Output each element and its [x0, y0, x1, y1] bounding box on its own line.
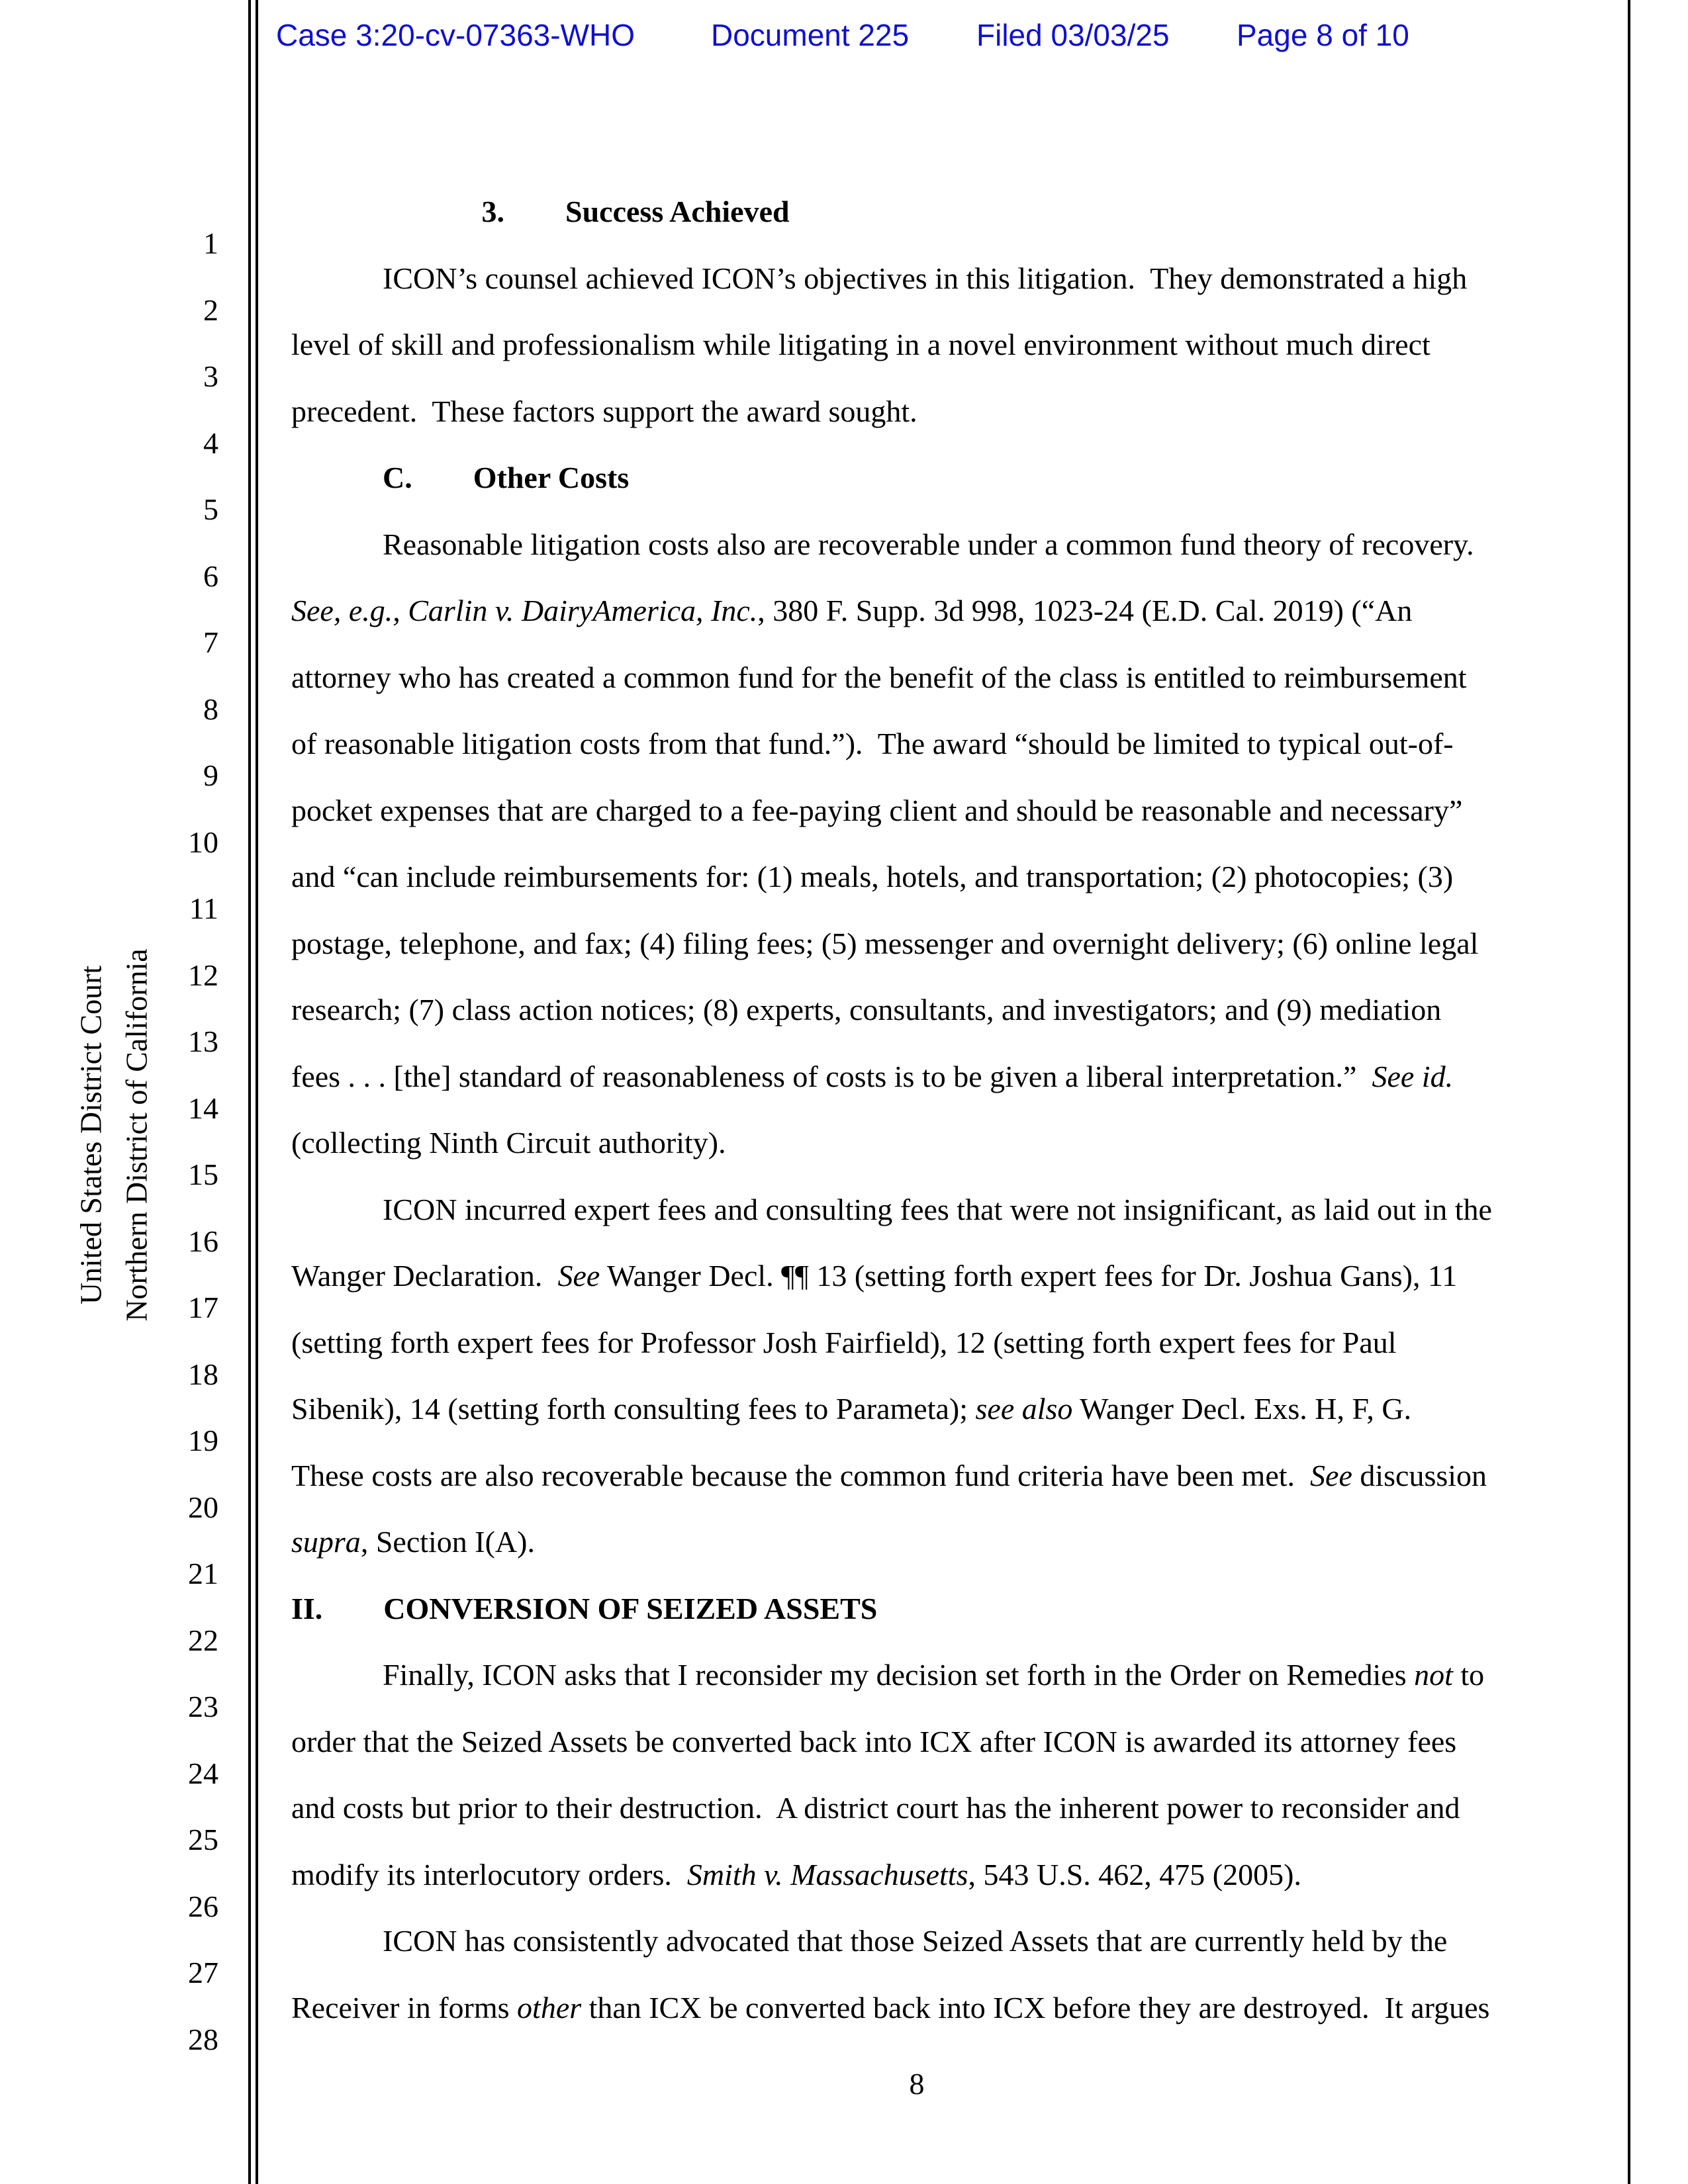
- body-line: [291, 1523, 535, 1561]
- case-number-stamp: Case 3:20-cv-07363-WHO: [276, 18, 635, 52]
- body-text-segment: Wanger Decl. ¶¶ 13 (setting forth expert fees for Dr. Joshua Gans), 11: [600, 1259, 1458, 1293]
- line-number: 22: [188, 1623, 218, 1657]
- body-text-segment: order that the Seized Assets be converted back into ICX after ICON is awarded its attorney fees: [291, 1725, 1457, 1758]
- body-line: [291, 459, 629, 497]
- line-number: 9: [203, 758, 218, 792]
- body-line: [291, 259, 1467, 298]
- line-number: 20: [188, 1490, 218, 1524]
- right-margin-rule: [1628, 0, 1630, 2184]
- body-line: [291, 1656, 1484, 1694]
- body-text-segment: supra: [291, 1525, 361, 1559]
- body-text-segment: and costs but prior to their destruction. A district court has the inherent power to reconsider and: [291, 1791, 1460, 1825]
- body-line: [291, 1324, 1397, 1362]
- line-number: 8: [203, 692, 218, 726]
- body-text-segment: Finally, ICON asks that I reconsider my decision set forth in the Order on Remedies: [291, 1658, 1415, 1692]
- body-line: [291, 326, 1430, 364]
- line-number: 23: [188, 1690, 218, 1723]
- body-text-segment: modify its interlocutory orders.: [291, 1858, 687, 1891]
- body-line: [291, 991, 1441, 1029]
- body-line: [291, 1789, 1460, 1827]
- body-text-segment: (collecting Ninth Circuit authority).: [291, 1126, 726, 1160]
- body-text-segment: to: [1452, 1658, 1485, 1692]
- body-line: [291, 1856, 1301, 1894]
- body-line: [291, 659, 1467, 697]
- body-text-segment: II. CONVERSION OF SEIZED ASSETS: [291, 1592, 878, 1625]
- body-text-segment: level of skill and professionalism while litigating in a novel environment without much direct: [291, 328, 1430, 361]
- filed-date-stamp: Filed 03/03/25: [976, 18, 1170, 52]
- body-text-segment: See, e.g., Carlin v. DairyAmerica, Inc.: [291, 594, 758, 627]
- line-number: 21: [188, 1557, 218, 1590]
- body-text-segment: precedent. These factors support the award sought.: [291, 394, 917, 428]
- body-text-segment: Wanger Decl. Exs. H, F, G.: [1072, 1392, 1412, 1426]
- body-text-segment: see also: [975, 1392, 1073, 1426]
- body-text-segment: ICON’s counsel achieved ICON’s objectives in this litigation. They demonstrated a high: [291, 261, 1468, 295]
- body-text-segment: of reasonable litigation costs from that fund.”). The award “should be limited to typical out-of-: [291, 727, 1454, 760]
- body-line: [291, 858, 1453, 896]
- page-of-stamp: Page 8 of 10: [1237, 18, 1409, 52]
- body-line: [291, 392, 917, 431]
- body-text-segment: other: [517, 1991, 582, 2025]
- body-text-segment: See id.: [1372, 1060, 1454, 1093]
- line-number: 16: [188, 1224, 218, 1258]
- body-text-segment: See: [1310, 1459, 1352, 1492]
- body-text-segment: attorney who has created a common fund for the benefit of the class is entitled to reimbursement: [291, 660, 1467, 694]
- body-line: [291, 925, 1478, 963]
- line-number: 15: [188, 1158, 218, 1191]
- body-line: [291, 725, 1454, 763]
- line-number: 19: [188, 1424, 218, 1457]
- line-number: 24: [188, 1756, 218, 1790]
- line-number: 4: [203, 426, 218, 460]
- body-line: [291, 1257, 1457, 1295]
- line-number: 10: [188, 825, 218, 859]
- left-double-rule-inner: [256, 0, 258, 2184]
- line-number: 2: [203, 293, 218, 327]
- body-text-segment: ICON incurred expert fees and consulting fees that were not insignificant, as laid out in the: [291, 1193, 1492, 1226]
- line-number: 6: [203, 559, 218, 593]
- body-text-segment: and “can include reimbursements for: (1) meals, hotels, and transportation; (2) photocopies; (3): [291, 860, 1454, 893]
- body-text-segment: pocket expenses that are charged to a fee-paying client and should be reasonable and necessary”: [291, 794, 1463, 827]
- body-text-segment: , Section I(A).: [360, 1525, 535, 1559]
- body-text-segment: Receiver in forms: [291, 1991, 518, 2025]
- body-text-segment: ICON has consistently advocated that those Seized Assets that are currently held by the: [291, 1924, 1448, 1958]
- line-number: 26: [188, 1889, 218, 1923]
- line-number: 25: [188, 1823, 218, 1856]
- body-text-segment: 3. Success Achieved: [291, 195, 790, 228]
- body-text-segment: postage, telephone, and fax; (4) filing fees; (5) messenger and overnight delivery; (6) online legal: [291, 927, 1479, 960]
- body-text-segment: Smith v. Massachusetts: [686, 1858, 968, 1891]
- court-name-vertical: United States District Court: [73, 965, 108, 1305]
- line-number: 17: [188, 1291, 218, 1324]
- line-number: 13: [188, 1024, 218, 1058]
- body-text-segment: research; (7) class action notices; (8) experts, consultants, and investigators; and (9) mediation: [291, 993, 1442, 1026]
- body-line: [291, 1590, 877, 1628]
- body-line: [291, 1989, 1489, 2027]
- line-number: 7: [203, 625, 218, 659]
- body-line: [291, 1390, 1411, 1428]
- body-text-segment: C. Other Costs: [291, 461, 630, 494]
- body-text-segment: , 380 F. Supp. 3d 998, 1023-24 (E.D. Cal. 2019) (“An: [757, 594, 1413, 627]
- left-double-rule-outer: [248, 0, 251, 2184]
- body-line: [291, 193, 790, 231]
- body-text-segment: (setting forth expert fees for Professor Josh Fairfield), 12 (setting forth expert fees for Paul: [291, 1326, 1397, 1359]
- body-line: [291, 1922, 1447, 1960]
- body-line: [291, 1058, 1453, 1096]
- line-number: 11: [189, 891, 218, 925]
- body-line: [291, 1124, 726, 1162]
- document-number-stamp: Document 225: [711, 18, 910, 52]
- line-number: 18: [188, 1357, 218, 1391]
- district-name-vertical: Northern District of California: [119, 948, 154, 1322]
- line-number: 27: [188, 1956, 218, 1989]
- line-number: 3: [203, 359, 218, 393]
- page-number: 8: [909, 2067, 925, 2101]
- line-number: 14: [188, 1091, 218, 1125]
- body-text-segment: See: [557, 1259, 600, 1293]
- body-line: [291, 792, 1462, 830]
- body-text-segment: These costs are also recoverable because the common fund criteria have been met.: [291, 1459, 1311, 1492]
- body-line: [291, 1457, 1487, 1495]
- body-text-segment: Wanger Declaration.: [291, 1259, 558, 1293]
- body-text-segment: fees . . . [the] standard of reasonableness of costs is to be given a liberal interpretation.”: [291, 1060, 1372, 1093]
- body-text-segment: than ICX be converted back into ICX before they are destroyed. It argues: [581, 1991, 1490, 2025]
- body-line: [291, 525, 1474, 564]
- body-text-segment: not: [1414, 1658, 1453, 1692]
- body-line: [291, 592, 1412, 630]
- body-line: [291, 1191, 1492, 1229]
- body-text-segment: Reasonable litigation costs also are recoverable under a common fund theory of recovery.: [291, 527, 1474, 561]
- line-number: 12: [188, 958, 218, 992]
- body-text-segment: , 543 U.S. 462, 475 (2005).: [968, 1858, 1301, 1891]
- line-number: 5: [203, 492, 218, 526]
- line-number: 1: [203, 226, 218, 260]
- line-number: 28: [188, 2023, 218, 2056]
- body-line: [291, 1723, 1456, 1761]
- body-text-segment: discussion: [1352, 1459, 1487, 1492]
- body-text-segment: Sibenik), 14 (setting forth consulting fees to Parameta);: [291, 1392, 976, 1426]
